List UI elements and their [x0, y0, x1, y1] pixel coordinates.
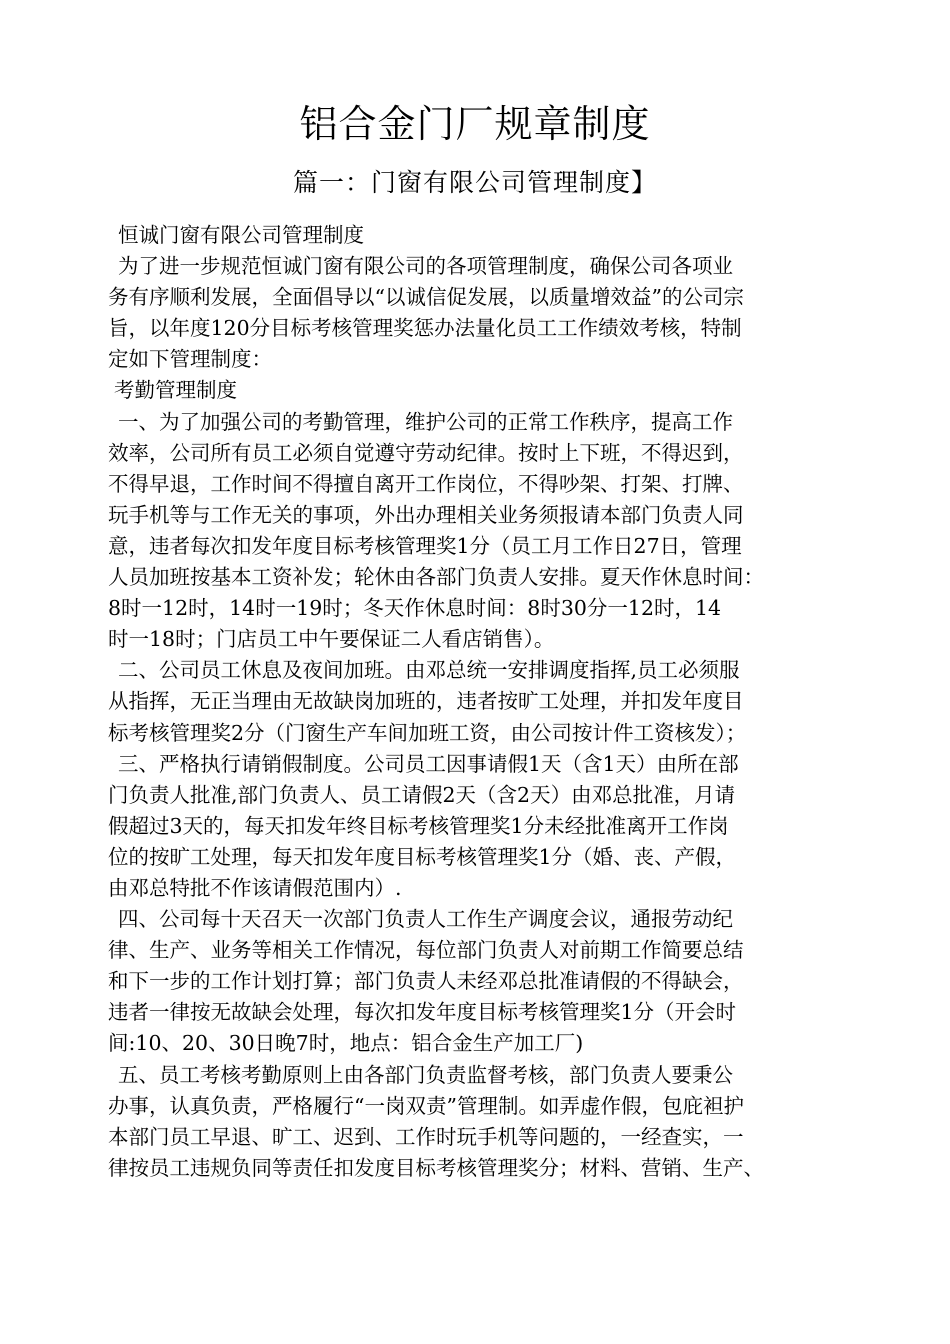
text-line: 标考核管理奖2分（门窗生产车间加班工资，由公司按计件工资核发）； [108, 720, 747, 745]
text-line: 恒诚门窗有限公司管理制度 [118, 223, 364, 247]
text-line: 考勤管理制度 [114, 378, 237, 403]
text-line: 四、公司每十天召天一次部门负责人工作生产调度会议，通报劳动纪 [118, 907, 733, 932]
text-line: 为了进一步规范恒诚门窗有限公司的各项管理制度，确保公司各项业 [118, 254, 733, 279]
text-line: 三、严格执行请销假制度。公司员工因事请假1天（含1天）由所在部 [118, 751, 739, 776]
text-line: 定如下管理制度： [108, 347, 272, 372]
text-line: 和下一步的工作计划打算；部门负责人未经邓总批准请假的不得缺会， [108, 969, 744, 994]
document-subtitle: 篇一：门窗有限公司管理制度】 [292, 168, 657, 197]
text-line: 二、公司员工休息及夜间加班。由邓总统一安排调度指挥,员工必须服 [118, 658, 740, 683]
text-line: 由邓总特批不作该请假范围内）. [108, 875, 402, 900]
text-line: 效率，公司所有员工必须自觉遵守劳动纪律。按时上下班，不得迟到， [108, 440, 744, 465]
text-line: 时一18时；门店员工中午要保证二人看店销售）。 [108, 627, 555, 652]
text-line: 玩手机等与工作无关的事项，外出办理相关业务须报请本部门负责人同 [108, 502, 744, 527]
text-line: 违者一律按无故缺会处理，每次扣发年度目标考核管理奖1分（开会时 [108, 1000, 737, 1025]
text-line: 间:10、20、30日晚7时，地点：铝合金生产加工厂) [108, 1031, 584, 1056]
text-line: 五、员工考核考勤原则上由各部门负责监督考核，部门负责人要秉公 [118, 1062, 733, 1087]
document-title: 铝合金门厂规章制度 [299, 102, 651, 146]
text-line: 一、为了加强公司的考勤管理，维护公司的正常工作秩序，提高工作 [118, 409, 733, 434]
text-line: 人员加班按基本工资补发；轮休由各部门负责人安排。夏天作休息时间： [108, 565, 764, 590]
text-line: 门负责人批准,部门负责人、员工请假2天（含2天）由邓总批准，月请 [108, 782, 736, 807]
text-line: 8时一12时，14时一19时；冬天作休息时间：8时30分一12时，14 [108, 596, 722, 621]
text-line: 旨，以年度120分目标考核管理奖惩办法量化员工工作绩效考核，特制 [108, 316, 742, 341]
text-line: 假超过3天的，每天扣发年终目标考核管理奖1分未经批准离开工作岗 [108, 813, 729, 838]
text-line: 意，违者每次扣发年度目标考核管理奖1分（员工月工作日27日，管理 [108, 533, 742, 558]
text-line: 从指挥，无正当理由无故缺岗加班的，违者按旷工处理，并扣发年度目 [108, 689, 744, 714]
text-line: 位的按旷工处理，每天扣发年度目标考核管理奖1分（婚、丧、产假， [108, 844, 737, 869]
text-line: 律按员工违规负同等责任扣发度目标考核管理奖分；材料、营销、生产、 [108, 1155, 764, 1180]
text-line: 务有序顺利发展，全面倡导以“以诚信促发展，以质量增效益”的公司宗 [108, 285, 744, 310]
document-body [108, 220, 848, 1184]
text-line: 本部门员工早退、旷工、迟到、工作时玩手机等问题的，一经查实，一 [108, 1124, 744, 1149]
text-line: 律、生产、业务等相关工作情况，每位部门负责人对前期工作简要总结 [108, 938, 744, 963]
text-line: 办事，认真负责，严格履行“一岗双责”管理制。如弄虚作假，包庇袒护 [108, 1093, 744, 1118]
text-line: 不得早退，工作时间不得擅自离开工作岗位，不得吵架、打架、打牌、 [108, 471, 744, 496]
